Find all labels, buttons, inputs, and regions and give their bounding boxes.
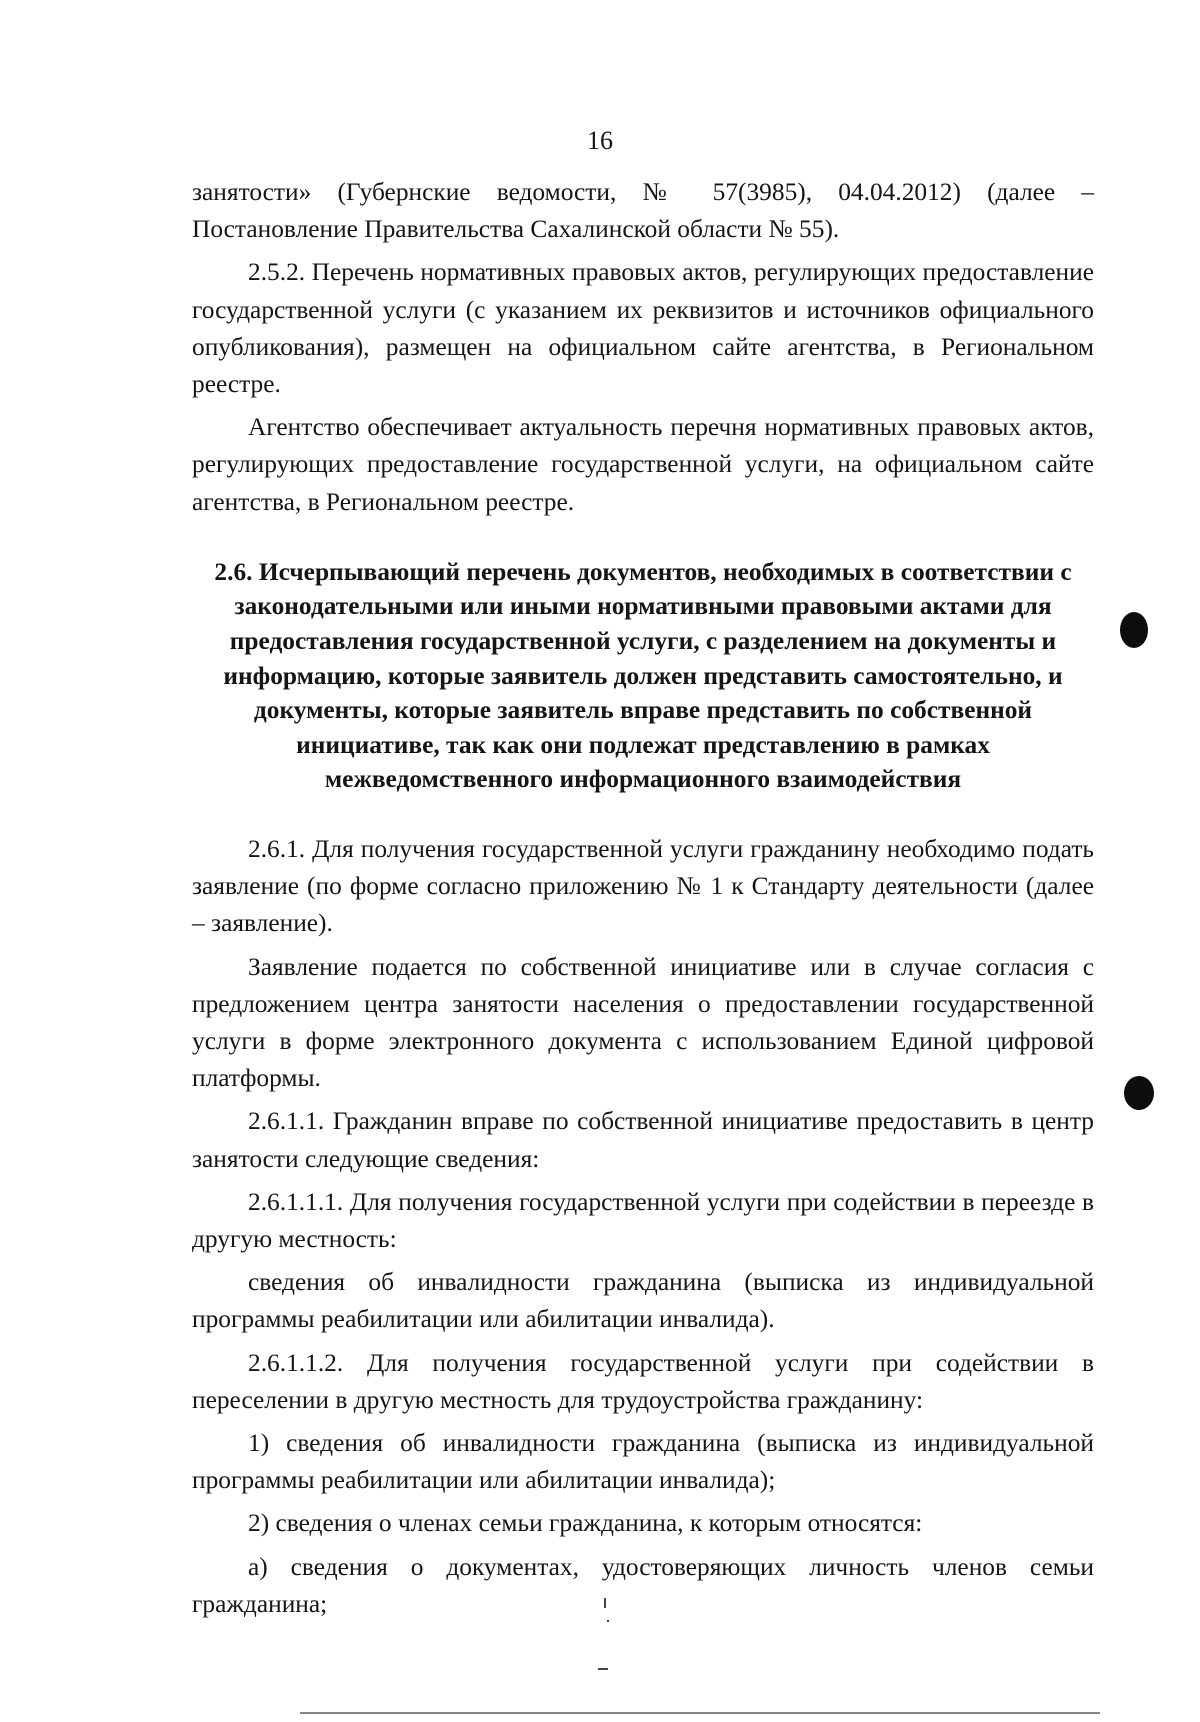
list-item-1: 1) сведения об инвалидности гражданина (выписка из индивидуальной программы реабилитации или абилитации инвалида); bbox=[192, 1429, 1094, 1495]
paragraph-2-6-1-1-2: 2.6.1.1.2. Для получения государственной услуги при содействии в переселении в другую местность для трудоустройства гражданину: bbox=[192, 1348, 1094, 1414]
list-item-a: а) сведения о документах, удостоверяющих личность членов семьи гражданина; bbox=[192, 1552, 1094, 1618]
paragraph-2-6-1-1-1: 2.6.1.1.1. Для получения государственной услуги при содействии в переезде в другую местность: bbox=[192, 1187, 1094, 1254]
list-item-2: 2) сведения о членах семьи гражданина, к которым относятся: bbox=[248, 1509, 923, 1538]
paragraph-2-6-1: 2.6.1. Для получения государственной услуги гражданину необходимо подать заявление (по форме согласно приложению № 1 к Стандарту деятельности (далее – заявление). bbox=[192, 834, 1094, 938]
scan-speck bbox=[598, 1668, 608, 1670]
paragraph-2-6-1-1: 2.6.1.1. Гражданин вправе по собственной инициативе предоставить в центр занятости следующие сведения: bbox=[192, 1107, 1094, 1173]
paragraph-2-5-2: 2.5.2. Перечень нормативных правовых актов, регулирующих предоставление государственной услуги (с указанием их реквизитов и источников официального опубликования), размещен на официальном сайте агентства, в Региональном реестре. bbox=[192, 258, 1094, 399]
document-body bbox=[192, 174, 1094, 1623]
scan-speck bbox=[607, 1620, 609, 1622]
scan-speck bbox=[604, 1598, 606, 1608]
paragraph-agency-actuality: Агентство обеспечивает актуальность перечня нормативных правовых актов, регулирующих предоставление государственной услуги, на официальном сайте агентства, в Региональном реестре. bbox=[192, 413, 1094, 516]
page-number: 16 bbox=[587, 126, 613, 155]
punch-hole-mark bbox=[1124, 1076, 1154, 1110]
punch-hole-mark bbox=[1120, 612, 1148, 648]
paragraph-disability-info: сведения об инвалидности гражданина (выписка из индивидуальной программы реабилитации или абилитации инвалида). bbox=[192, 1268, 1094, 1334]
scan-edge-line bbox=[300, 1712, 1100, 1714]
paragraph-application-submission: Заявление подается по собственной инициативе или в случае согласия с предложением центра занятости населения о предоставлении государственной услуги в форме электронного документа с использованием Единой цифровой платформы. bbox=[192, 952, 1094, 1093]
section-heading-2-6: 2.6. Исчерпывающий перечень документов, необходимых в соответствии с законодательными или иными нормативными правовыми актами для предоставления государственной услуги, с разделением на документы и информацию, которые заявитель должен представить самостоятельно, и документы, которые заявитель вправе представить по собственной инициативе, так как они подлежат представлению в рамках межведомственного информационного взаимодействия bbox=[214, 557, 1072, 794]
paragraph-continuation: занятости» (Губернские ведомости, № 57(3985), 04.04.2012) (далее – Постановление Правительства Сахалинской области № 55). bbox=[192, 178, 1094, 244]
